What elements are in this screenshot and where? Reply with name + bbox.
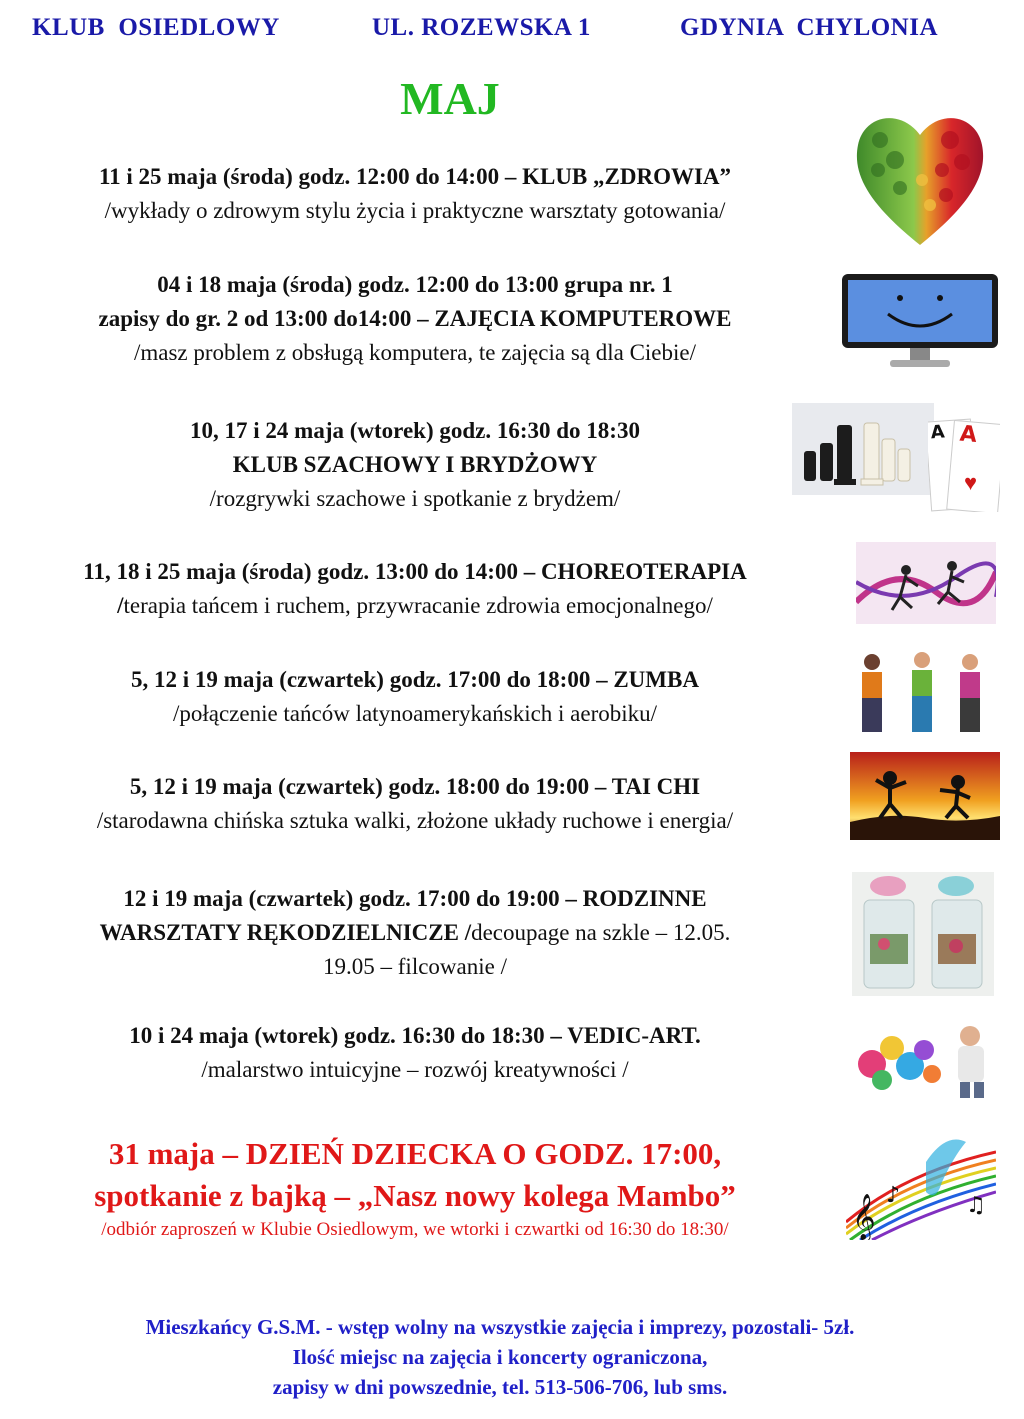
special-line1: 31 maja – DZIEŃ DZIECKA O GODZ. 17:00,	[108, 1136, 722, 1171]
rainbow-music-notes-image	[846, 1132, 996, 1240]
event-title-line2: WARSZTATY RĘKODZIELNICZE /	[99, 920, 472, 945]
special-note: /odbiór zaproszeń w Klubie Osiedlowym, we wtorki i czwartki od 16:30 do 18:30/	[101, 1219, 729, 1240]
event-title-line2: zapisy do gr. 2 od 13:00 do14:00 – ZAJĘCIA KOMPUTEROWE	[98, 306, 732, 331]
zumba-dancers-image	[842, 648, 1000, 736]
special-line2: spotkanie z bajką – „Nasz nowy kolega Mambo”	[94, 1178, 736, 1213]
tai-chi-sunset-image	[850, 752, 1000, 840]
event-title: 12 i 19 maja (czwartek) godz. 17:00 do 19:00 – RODZINNE	[123, 886, 707, 911]
card-ace-hearts: A	[946, 420, 1000, 512]
event-tai-chi	[0, 770, 830, 838]
event-description: /malarstwo intuicyjne – rozwój kreatywności /	[201, 1057, 629, 1082]
event-vedic-art	[0, 1019, 830, 1087]
event-computer-classes	[0, 268, 830, 370]
event-description-line2: 19.05 – filcowanie /	[323, 954, 507, 979]
event-title: 5, 12 i 19 maja (czwartek) godz. 18:00 do 19:00 – TAI CHI	[129, 774, 701, 799]
event-chess-bridge-club	[0, 414, 830, 516]
event-description: terapia tańcem i ruchem, przywracanie zdrowia emocjonalnego/	[123, 593, 713, 618]
smiling-monitor-image	[840, 272, 1000, 372]
event-description: /połączenie tańców latynoamerykańskich i aerobiku/	[172, 701, 658, 726]
decoupage-jars-image	[852, 872, 994, 996]
chess-pieces-image	[792, 403, 934, 495]
svg-text:♪: ♪	[886, 1183, 901, 1208]
vedic-art-painting-image	[852, 1014, 998, 1098]
month-title: MAJ	[400, 73, 500, 124]
heart-vegetables-image	[850, 100, 990, 250]
footer-info	[0, 1312, 1000, 1402]
dance-art-image	[856, 542, 996, 624]
svg-text:𝄞: 𝄞	[852, 1194, 876, 1240]
header-street: UL. ROZEWSKA 1	[372, 14, 591, 41]
event-title: 11 i 25 maja (środa) godz. 12:00 do 14:00 – KLUB „ZDROWIA”	[98, 164, 732, 189]
event-choreotherapy	[0, 555, 830, 623]
event-title: 11, 18 i 25 maja (środa) godz. 13:00 do 14:00 – CHOREOTERAPIA	[83, 559, 747, 584]
footer-line3: zapisy w dni powszednie, tel. 513-506-706, lub sms.	[272, 1375, 728, 1399]
event-health-club	[0, 160, 830, 228]
header-city: GDYNIA CHYLONIA	[680, 14, 939, 41]
event-handicraft-workshops	[0, 882, 830, 984]
event-description: /rozgrywki szachowe i spotkanie z brydżem/	[209, 486, 621, 511]
event-description: decoupage na szkle – 12.05.	[471, 920, 731, 945]
event-title: 04 i 18 maja (środa) godz. 12:00 do 13:00 grupa nr. 1	[157, 272, 673, 297]
event-zumba	[0, 663, 830, 731]
svg-text:♫: ♫	[966, 1193, 986, 1218]
footer-line1: Mieszkańcy G.S.M. - wstęp wolny na wszystkie zajęcia i imprezy, pozostali- 5zł.	[145, 1315, 855, 1339]
footer-line2: Ilość miejsc na zajęcia i koncerty ograniczona,	[292, 1345, 708, 1369]
card-ace-spades: A	[928, 419, 977, 512]
event-title-line2: KLUB SZACHOWY I BRYDŻOWY	[232, 452, 598, 477]
header-club: KLUB OSIEDLOWY	[32, 14, 280, 41]
event-description: /starodawna chińska sztuka walki, złożone układy ruchowe i energia/	[96, 808, 734, 833]
event-description: /wykłady o zdrowym stylu życia i praktyczne warsztaty gotowania/	[104, 198, 726, 223]
event-description-prefix: /	[117, 593, 124, 618]
event-title: 10 i 24 maja (wtorek) godz. 16:30 do 18:30 – VEDIC-ART.	[129, 1023, 701, 1048]
heart-suit-icon: ♥	[964, 470, 978, 495]
event-description: /masz problem z obsługą komputera, te zajęcia są dla Ciebie/	[133, 340, 697, 365]
childrens-day-announcement	[0, 1133, 830, 1243]
event-title: 10, 17 i 24 maja (wtorek) godz. 16:30 do 18:30	[190, 418, 640, 443]
playing-cards-image	[928, 416, 1000, 512]
event-title: 5, 12 i 19 maja (czwartek) godz. 17:00 do 18:00 – ZUMBA	[131, 667, 699, 692]
